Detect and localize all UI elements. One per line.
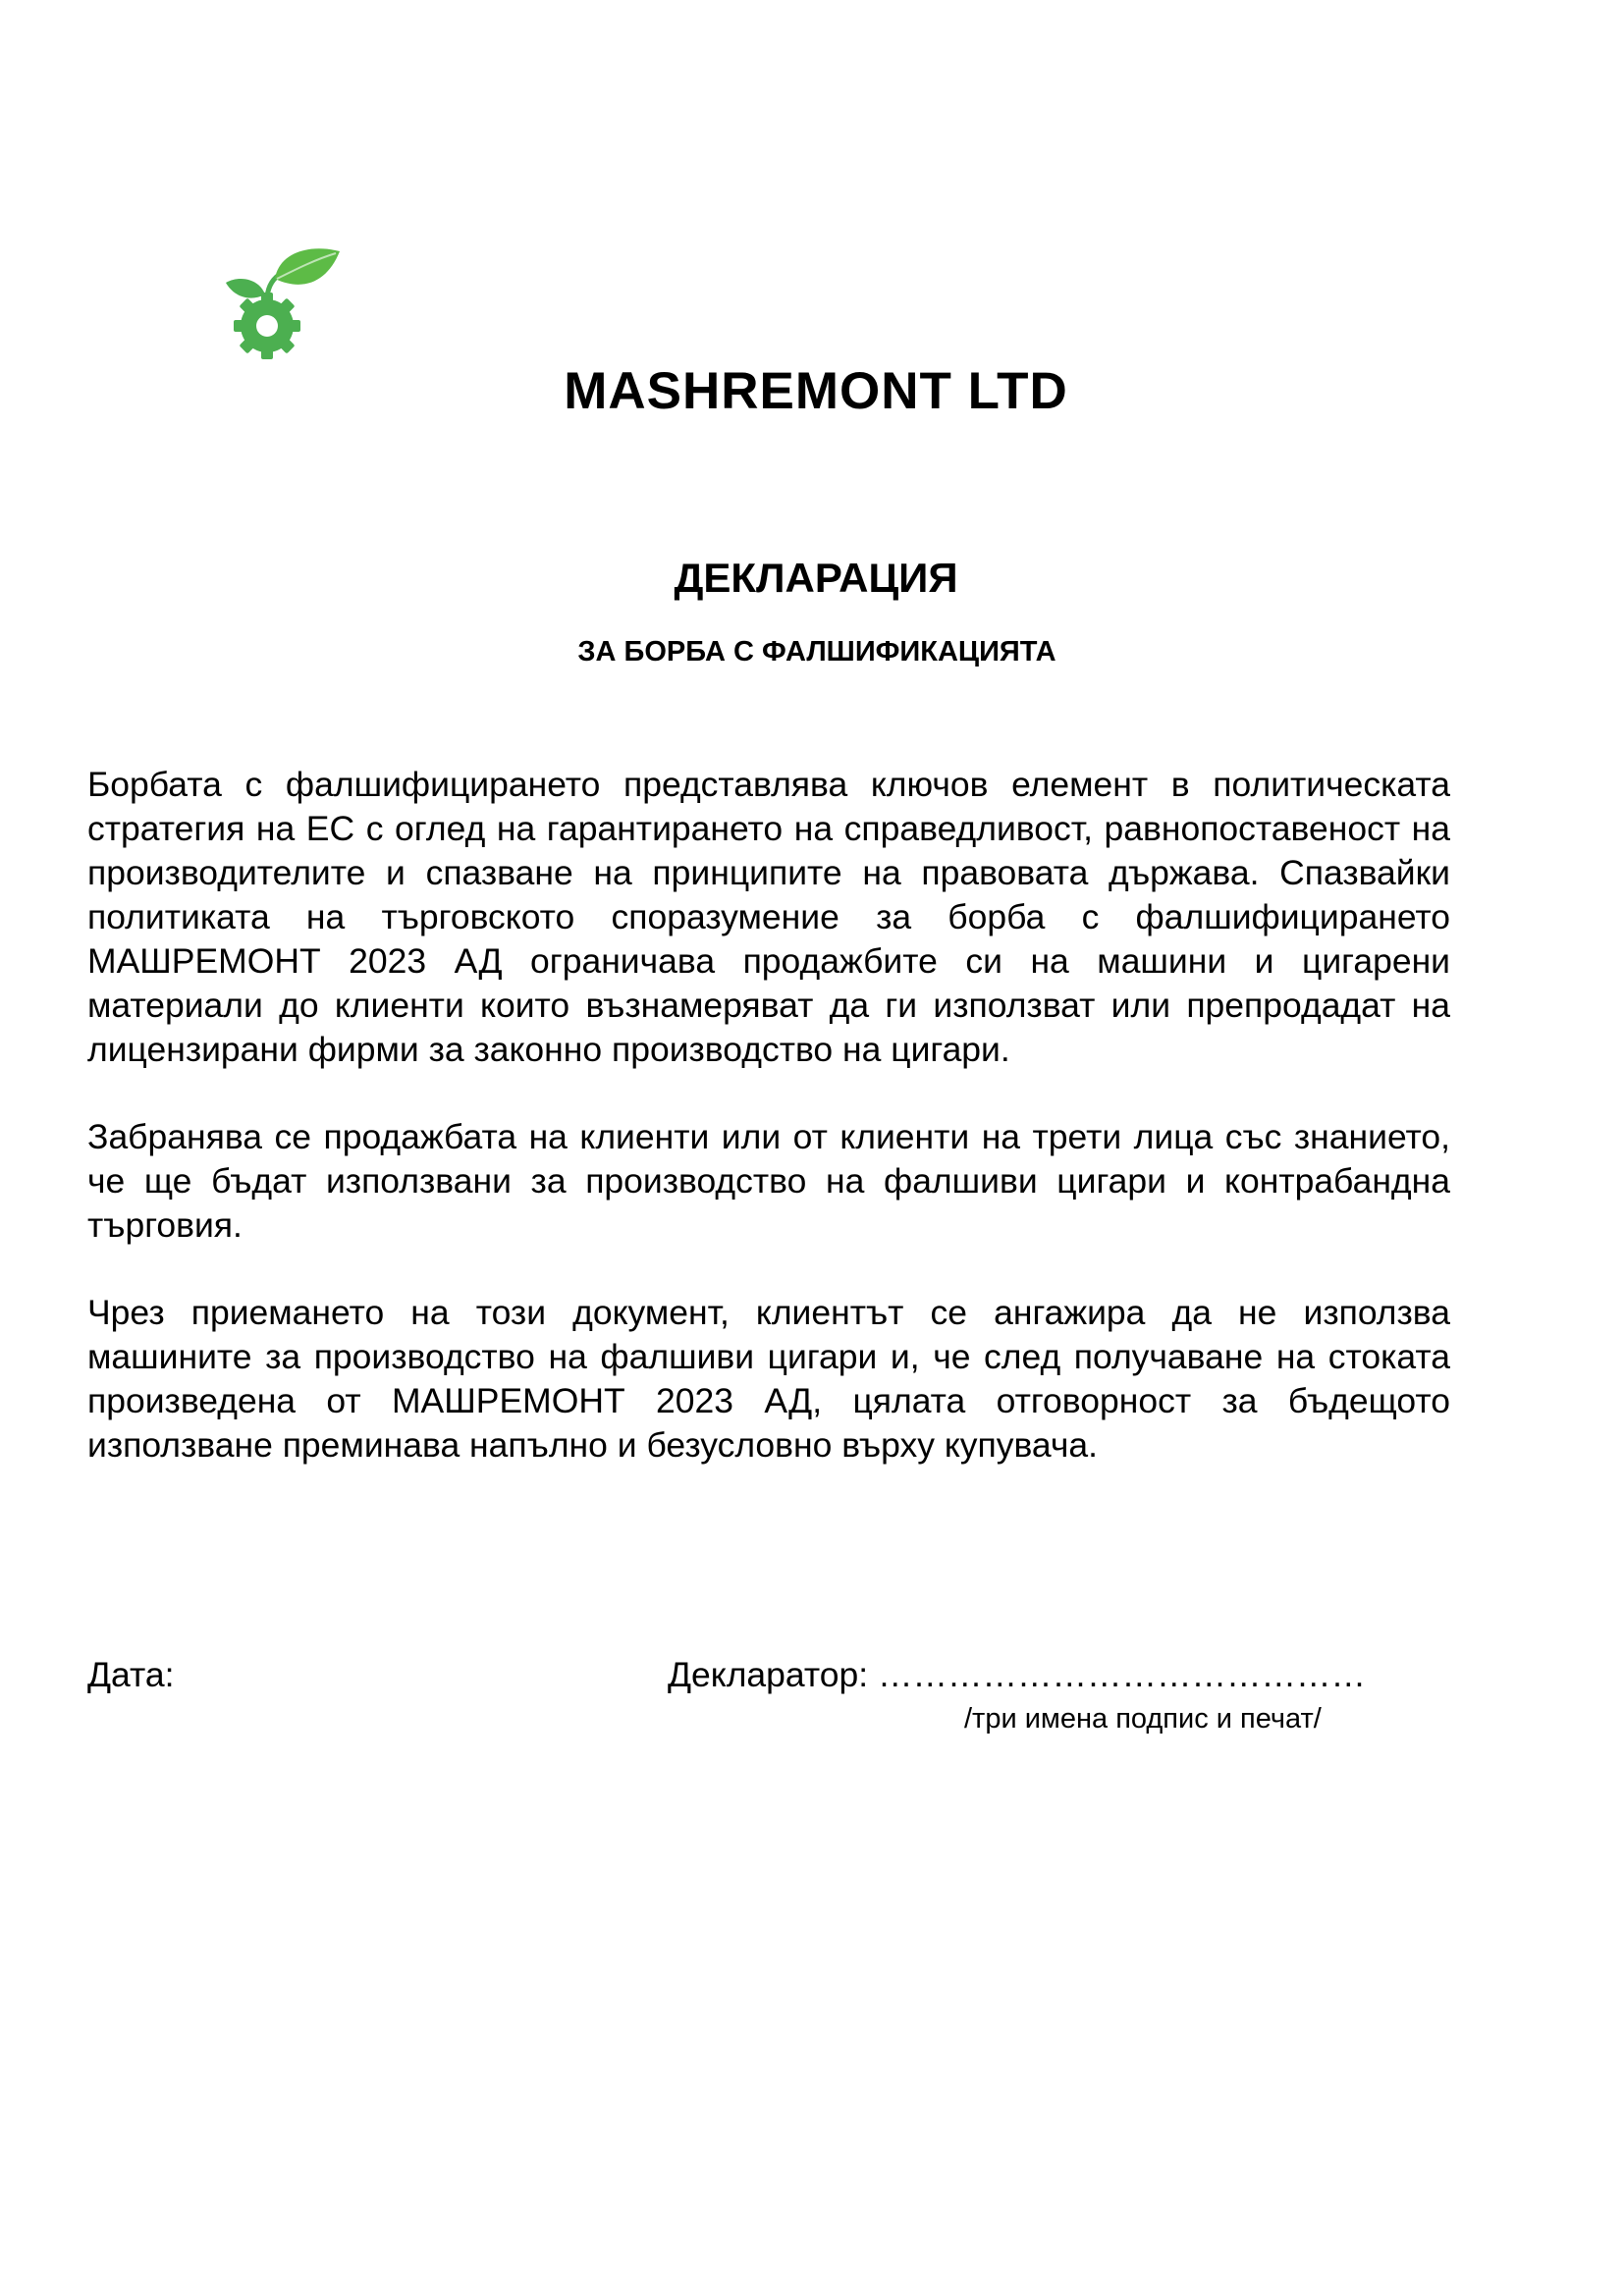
paragraph: Чрез приемането на този документ, клиентът се ангажира да не използва машините за производство на фалшиви цигари и, че след получаване на стоката произведена от МАШРЕМОНТ 2023 АД, цялата отговорност за бъдещото използване преминава напълно и безусловно върху купувача.	[87, 1293, 1450, 1465]
signature-hint: /три имена подпис и печат/	[964, 1703, 1322, 1735]
company-name: MASHREMONT LTD	[564, 362, 1068, 420]
date-label: Дата:	[87, 1655, 175, 1694]
company-logo	[218, 243, 346, 371]
declaration-body	[87, 763, 1450, 1511]
leaf-gear-logo-icon	[218, 243, 346, 371]
paragraph: Забранява се продажбата на клиенти или от клиенти на трети лица със знанието, че ще бъдат използвани за производство на фалшиви цигари и контрабандна търговия.	[87, 1117, 1450, 1245]
document-subtitle: ЗА БОРБА С ФАЛШИФИКАЦИЯТА	[577, 636, 1056, 667]
document-title: ДЕКЛАРАЦИЯ	[674, 555, 958, 601]
declarant-signature-line: Декларатор: ……………………………………	[668, 1655, 1366, 1694]
paragraph: Борбата с фалшифицирането представлява ключов елемент в политическата стратегия на ЕС с оглед на гарантирането на справедливост, равнопоставеност на производителите и спазване на принципите на правовата държава. Спазвайки политиката на търговското споразумение за борба с фалшифицирането МАШРЕМОНТ 2023 АД ограничава продажбите си на машини и цигарени материали до клиенти които възнамеряват да ги използват или препродадат на лицензирани фирми за законно производство на цигари.	[87, 765, 1450, 1069]
